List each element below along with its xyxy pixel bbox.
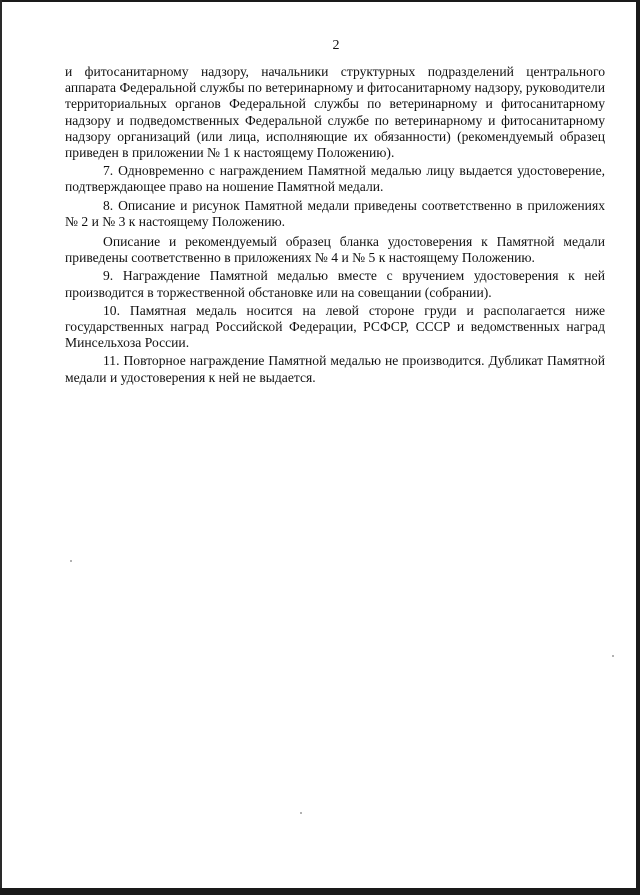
- scan-edge-top: [0, 0, 640, 2]
- page-number: 2: [332, 38, 340, 53]
- paragraph-item-11: 11. Повторное награждение Памятной медалью не производится. Дубликат Памятной медали и удостоверения к ней не выдается.: [65, 353, 605, 385]
- paragraph-item-10: 10. Памятная медаль носится на левой стороне груди и располагается ниже государственных наград Российской Федерации, РСФСР, СССР и ведомственных наград Минсельхоза России.: [65, 302, 605, 351]
- scan-edge-left: [0, 0, 2, 895]
- scan-edge-right: [636, 0, 640, 895]
- paragraph-item-8-continued: Описание и рекомендуемый образец бланка удостоверения к Памятной медали приведены соответственно в приложениях № 4 и № 5 к настоящему Положению.: [65, 234, 605, 266]
- paragraph-item-9: 9. Награждение Памятной медалью вместе с вручением удостоверения к ней производится в торжественной обстановке или на совещании (собрании).: [65, 268, 605, 300]
- scan-edge-bottom: [0, 888, 640, 895]
- scan-speck: [70, 560, 72, 562]
- paragraph-item-7: 7. Одновременно с награждением Памятной медалью лицу выдается удостоверение, подтверждающее право на ношение Памятной медали.: [65, 163, 605, 195]
- paragraph-continuation: и фитосанитарному надзору, начальники структурных подразделений центрального аппарата Федеральной службы по ветеринарному и фитосанитарному надзору, руководители территориальных органов Федеральной службы по ветеринарному и фитосанитарному надзору и подведомственных Федеральной службе по ветеринарному и фитосанитарному надзору организаций (или лица, исполняющие их обязанности) (рекомендуемый образец приведен в приложении № 1 к настоящему Положению).: [65, 64, 605, 161]
- paragraph-item-8: 8. Описание и рисунок Памятной медали приведены соответственно в приложениях № 2 и № 3 к настоящему Положению.: [65, 197, 605, 229]
- scan-speck: [300, 812, 302, 814]
- scan-speck: [612, 655, 614, 657]
- document-body: [65, 64, 605, 386]
